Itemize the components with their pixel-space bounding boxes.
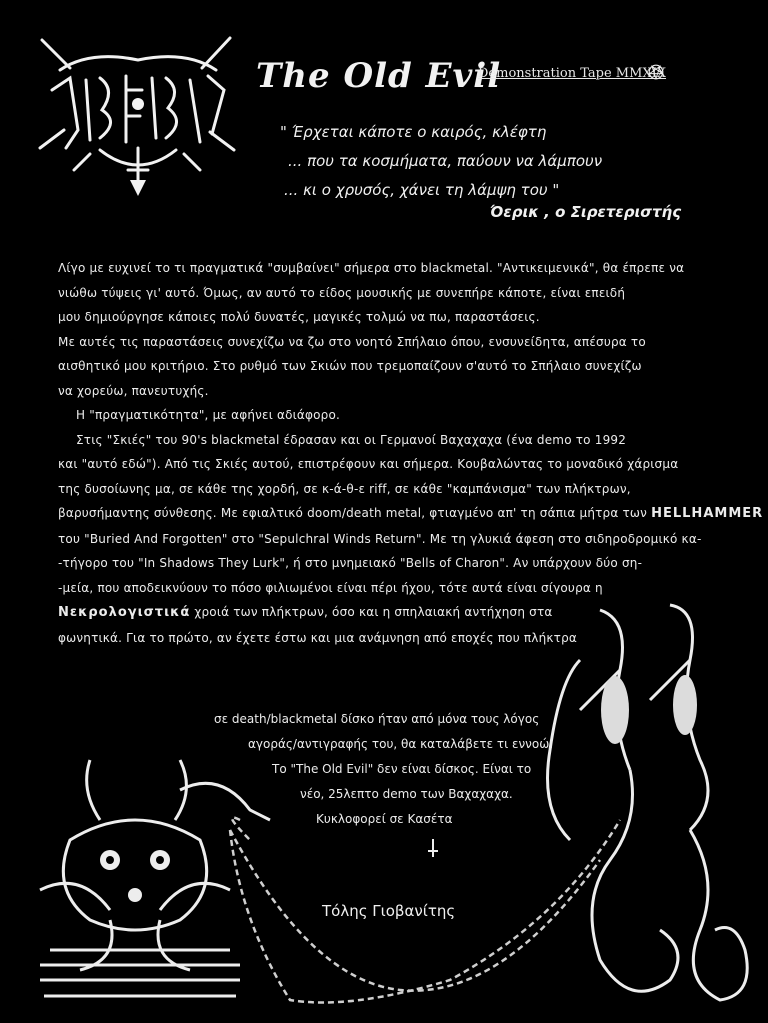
tape-subtitle: Demonstration Tape MMXIX xyxy=(478,66,667,81)
tail-line: Κυκλοφορεί σε Κασέτα xyxy=(316,812,453,826)
body-line: μου δημιούργησε κάποιες πολύ δυνατές, μαγικές τολμώ να πω, παραστάσεις. xyxy=(58,310,540,324)
body-line xyxy=(58,501,764,527)
quote-author: Όερικ , ο Σιρετεριστής xyxy=(490,203,682,221)
body-line: νιώθω τύψεις γι' αυτό. Όμως, αν αυτό το είδος μουσικής με συνεπήρε κάποτε, είναι επειδή xyxy=(58,285,626,300)
body-line: και "αυτό εδώ"). Από τις Σκιές αυτού, επιστρέφουν και σήμερα. Κουβαλώντας το μοναδικό χάρισμα xyxy=(58,457,679,471)
body-line-text: χροιά των πλήκτρων, όσο και η σπηλαιακή αντήχηση στα xyxy=(194,605,553,619)
body-line: φωνητικά. Για το πρώτο, αν έχετε έστω και μια ανάμνηση από εποχές που πλήκτρα xyxy=(58,630,578,645)
body-line: να χορεύω, πανευτυχής. xyxy=(58,383,209,398)
band-logo-icon xyxy=(30,30,245,200)
band-name-hellhammer: HELLHAMMER xyxy=(651,506,764,521)
tail-line: σε death/blackmetal δίσκο ήταν από μόνα τους λόγος xyxy=(214,712,540,726)
quote-line: ... κι ο χρυσός, χάνει τη λάμψη του " xyxy=(284,181,560,199)
body-line: -μεία, που αποδεικνύουν το πόσο φιλιωμένοι είναι πέρι ήχου, τότε αυτά είναι σίγουρα η xyxy=(58,580,603,595)
body-line: Με αυτές τις παραστάσεις συνεχίζω να ζω στο νοητό Σπήλαιο όπου, ενσυνείδητα, απέσυρα το xyxy=(58,334,646,349)
demon-illustration-icon xyxy=(20,750,290,1010)
body-line: του "Buried And Forgotten" στο "Sepulchral Winds Return". Με τη γλυκιά άφεση στο σιδηροδρομικό κα- xyxy=(58,531,702,546)
tail-line: Το "The Old Evil" δεν είναι δίσκος. Είναι το xyxy=(272,762,532,776)
body-line: Η "πραγματικότητα", με αφήνει αδιάφορο. xyxy=(76,408,341,422)
body-line: Στις "Σκιές" του 90's blackmetal έδρασαν και οι Γερμανοί Βαχαχαχα (ένα demo το 1992 xyxy=(76,432,627,447)
quote-line: " Έρχεται κάποτε ο καιρός, κλέφτη xyxy=(280,123,547,141)
band-name-nekro: Νεκρολογιστικά xyxy=(58,605,191,620)
body-line: της δυσοίωνης μα, σε κάθε της χορδή, σε κ-ά-θ-ε riff, σε κάθε "καμπάνισμα" των πλήκτρων, xyxy=(58,481,631,496)
tail-line: νέο, 25λεπτο demo των Βαχαχαχα. xyxy=(300,787,513,801)
epigraph-quote xyxy=(280,118,700,205)
tape-title: The Old Evil xyxy=(256,56,502,96)
body-line: -τήγορο του "In Shadows They Lurk", ή στο μνημειακό "Bells of Charon". Αν υπάρχουν δύο ση- xyxy=(58,556,643,570)
tail-line: αγοράς/αντιγραφής του, θα καταλάβετε τι εννοώ. xyxy=(248,737,554,751)
body-line: Λίγο με ευχινεί το τι πραγματικά "συμβαίνει" σήμερα στο blackmetal. "Αντικειμενικά", θα έπρεπε να xyxy=(58,261,685,275)
body-line-text: βαρυσήμαντης σύνθεσης. Με εφιαλτικό doom/death metal, φτιαγμένο απ' τη σάπια μήτρα των xyxy=(58,506,648,520)
author-signature: Τόλης Γιοβανίτης xyxy=(322,902,456,920)
serpent-figures-illustration-icon xyxy=(520,600,760,1015)
quote-line: ... που τα κοσμήματα, παύουν να λάμπουν xyxy=(288,152,603,170)
pentagram-icon xyxy=(648,64,664,80)
liner-notes-body xyxy=(58,256,764,650)
body-line: αισθητικό μου κριτήριο. Στο ρυθμό των Σκιών που τρεμοπαίζουν σ'αυτό το Σπήλαιο συνεχίζω xyxy=(58,359,642,373)
